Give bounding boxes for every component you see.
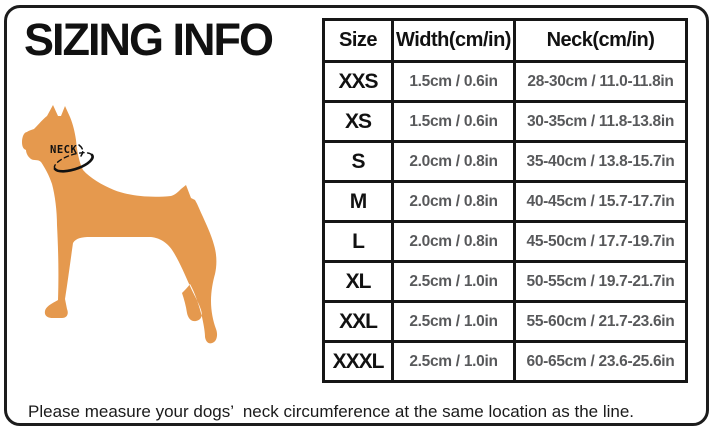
header-width: Width(cm/in) (393, 20, 515, 62)
width-value: 1.5cm / 0.6in (393, 62, 515, 102)
sizing-table (322, 18, 688, 383)
width-value: 1.5cm / 0.6in (393, 102, 515, 142)
neck-value: 50-55cm / 19.7-21.7in (515, 262, 687, 302)
table-row-xxl (324, 302, 687, 342)
neck-value: 55-60cm / 21.7-23.6in (515, 302, 687, 342)
dog-illustration (15, 85, 305, 375)
width-value: 2.5cm / 1.0in (393, 342, 515, 382)
table-row-m (324, 182, 687, 222)
neck-value: 60-65cm / 23.6-25.6in (515, 342, 687, 382)
table-header-row (324, 20, 687, 62)
neck-value: 28-30cm / 11.0-11.8in (515, 62, 687, 102)
width-value: 2.0cm / 0.8in (393, 182, 515, 222)
neck-label: NECK (50, 144, 78, 156)
width-value: 2.5cm / 1.0in (393, 262, 515, 302)
size-value: XXS (324, 62, 393, 102)
dog-body-shape (22, 105, 217, 343)
size-value: XXXL (324, 342, 393, 382)
neck-label-leader (79, 145, 83, 156)
neck-value: 45-50cm / 17.7-19.7in (515, 222, 687, 262)
size-value: XS (324, 102, 393, 142)
neck-value: 40-45cm / 15.7-17.7in (515, 182, 687, 222)
width-value: 2.5cm / 1.0in (393, 302, 515, 342)
table-row-xxxl (324, 342, 687, 382)
size-value: L (324, 222, 393, 262)
dog-silhouette-icon (15, 85, 305, 375)
neck-value: 35-40cm / 13.8-15.7in (515, 142, 687, 182)
measurement-instruction-note: Please measure your dogs’ neck circumference at the same location as the line. (28, 402, 635, 421)
table-row-xs (324, 102, 687, 142)
width-value: 2.0cm / 0.8in (393, 142, 515, 182)
width-value: 2.0cm / 0.8in (393, 222, 515, 262)
table-row-l (324, 222, 687, 262)
table-row-s (324, 142, 687, 182)
header-neck: Neck(cm/in) (515, 20, 687, 62)
header-size: Size (324, 20, 393, 62)
size-value: M (324, 182, 393, 222)
table-row-xl (324, 262, 687, 302)
size-value: XL (324, 262, 393, 302)
size-value: S (324, 142, 393, 182)
table-row-xxs (324, 62, 687, 102)
page-title: SIZING INFO (24, 14, 272, 65)
size-value: XXL (324, 302, 393, 342)
neck-value: 30-35cm / 11.8-13.8in (515, 102, 687, 142)
